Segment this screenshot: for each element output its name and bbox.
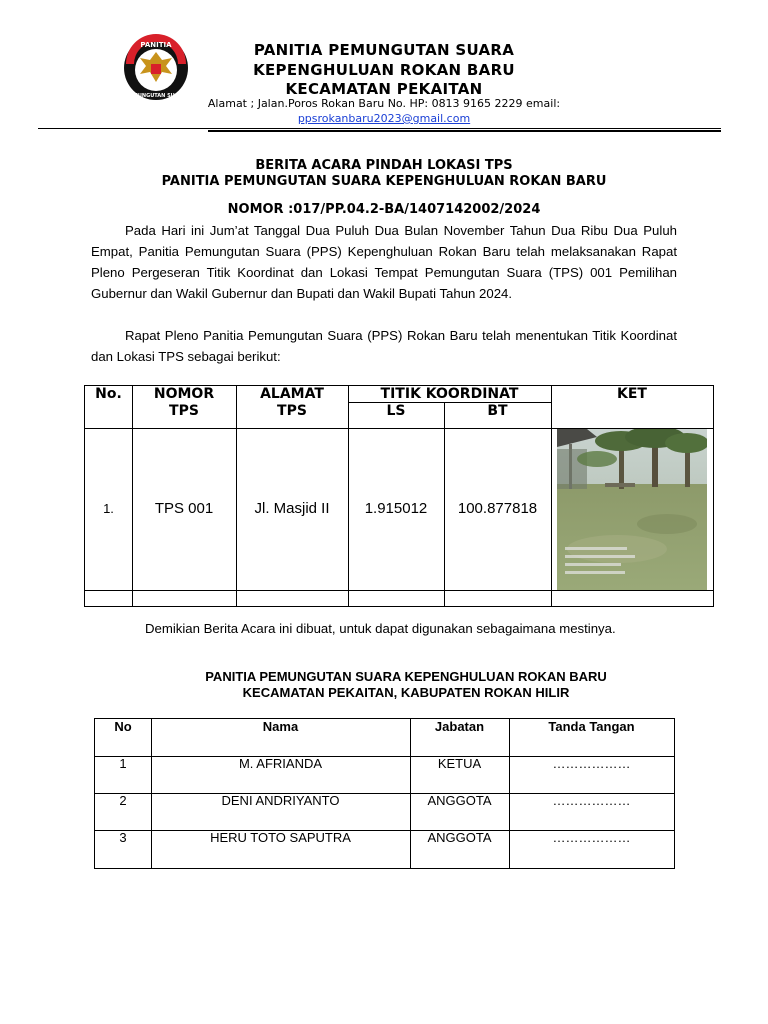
member-no: 3 (119, 830, 127, 845)
header-address: Alamat ; Jalan.Poros Rokan Baru No. HP: 0813 9165 2229 email: (207, 97, 561, 110)
member-no: 1 (119, 756, 127, 771)
th2-tanda-tangan: Tanda Tangan (548, 719, 635, 734)
member-name: HERU TOTO SAPUTRA (210, 830, 351, 845)
th-nomor-tps-1: NOMOR (153, 386, 215, 402)
th-nomor-tps-2: TPS (169, 403, 199, 419)
logo-text-top: PANITIA (140, 41, 172, 49)
member-name: M. AFRIANDA (238, 756, 323, 771)
committee-title-2: KECAMATAN PEKAITAN, KABUPATEN ROKAN HILIR (242, 685, 570, 700)
member-position: KETUA (437, 756, 482, 771)
th-ket: KET (617, 386, 647, 402)
th-titik-koordinat: TITIK KOORDINAT (380, 386, 519, 402)
committee-title-1: PANITIA PEMUNGUTAN SUARA KEPENGHULUAN ROKAN BARU (205, 669, 607, 684)
committee-table (94, 718, 675, 869)
member-signature: ……………… (552, 793, 631, 808)
doc-title-line-1: BERITA ACARA PINDAH LOKASI TPS (255, 158, 513, 173)
tps-location-photo (557, 429, 707, 590)
body-paragraph-2: Rapat Pleno Panitia Pemungutan Suara (PPS) Rokan Baru telah menentukan Titik Koordinat dan Lokasi TPS sebagai berikut: (91, 328, 677, 364)
header-rule-thin (38, 128, 721, 129)
member-signature: ……………… (552, 756, 631, 771)
body-paragraph-1: Pada Hari ini Jum’at Tanggal Dua Puluh Dua Bulan November Tahun Dua Ribu Dua Puluh Empat, Panitia Pemungutan Suara (PPS) Kepenghuluan Rokan Baru telah melaksanakan Rapat Pleno Pergeseran Titik Koordinat dan Lokasi Tempat Pemungutan Suara (TPS) 001 Pemilihan Gubernur dan Wakil Gubernur dan Bupati dan Wakil Bupati Tahun 2024. (91, 223, 677, 301)
tps-table (84, 385, 714, 607)
member-position: ANGGOTA (427, 793, 492, 808)
th2-nama: Nama (262, 719, 299, 734)
th-alamat-tps-1: ALAMAT (260, 386, 324, 402)
header-line-1: PANITIA PEMUNGUTAN SUARA (253, 41, 515, 59)
th-no: No. (95, 386, 122, 402)
row-ls: 1.915012 (364, 500, 428, 517)
header-line-2: KEPENGHULUAN ROKAN BARU (253, 61, 515, 79)
th-ls: LS (386, 403, 406, 419)
closing-paragraph: Demikian Berita Acara ini dibuat, untuk dapat digunakan sebagaimana mestinya. (145, 621, 616, 636)
row-nomor-tps: TPS 001 (154, 500, 214, 517)
th2-no: No (114, 719, 132, 734)
header-rule-thick (208, 130, 721, 132)
row-bt: 100.877818 (457, 500, 538, 517)
member-position: ANGGOTA (427, 830, 492, 845)
doc-number: NOMOR :017/PP.04.2-BA/1407142002/2024 (227, 202, 541, 217)
header-email-link[interactable]: ppsrokanbaru2023@gmail.com (297, 112, 471, 125)
row-no: 1. (103, 501, 114, 516)
logo-text-bottom: PEMUNGUTAN SUARA (125, 93, 187, 99)
member-name: DENI ANDRIYANTO (221, 793, 340, 808)
member-no: 2 (119, 793, 127, 808)
th-bt: BT (487, 403, 508, 419)
th-alamat-tps-2: TPS (277, 403, 307, 419)
row-alamat-tps: Jl. Masjid II (254, 500, 330, 517)
header-line-3: KECAMATAN PEKAITAN (285, 80, 483, 98)
member-signature: ……………… (552, 830, 631, 845)
th2-jabatan: Jabatan (434, 719, 485, 734)
doc-title-line-2: PANITIA PEMUNGUTAN SUARA KEPENGHULUAN ROKAN BARU (161, 174, 607, 189)
